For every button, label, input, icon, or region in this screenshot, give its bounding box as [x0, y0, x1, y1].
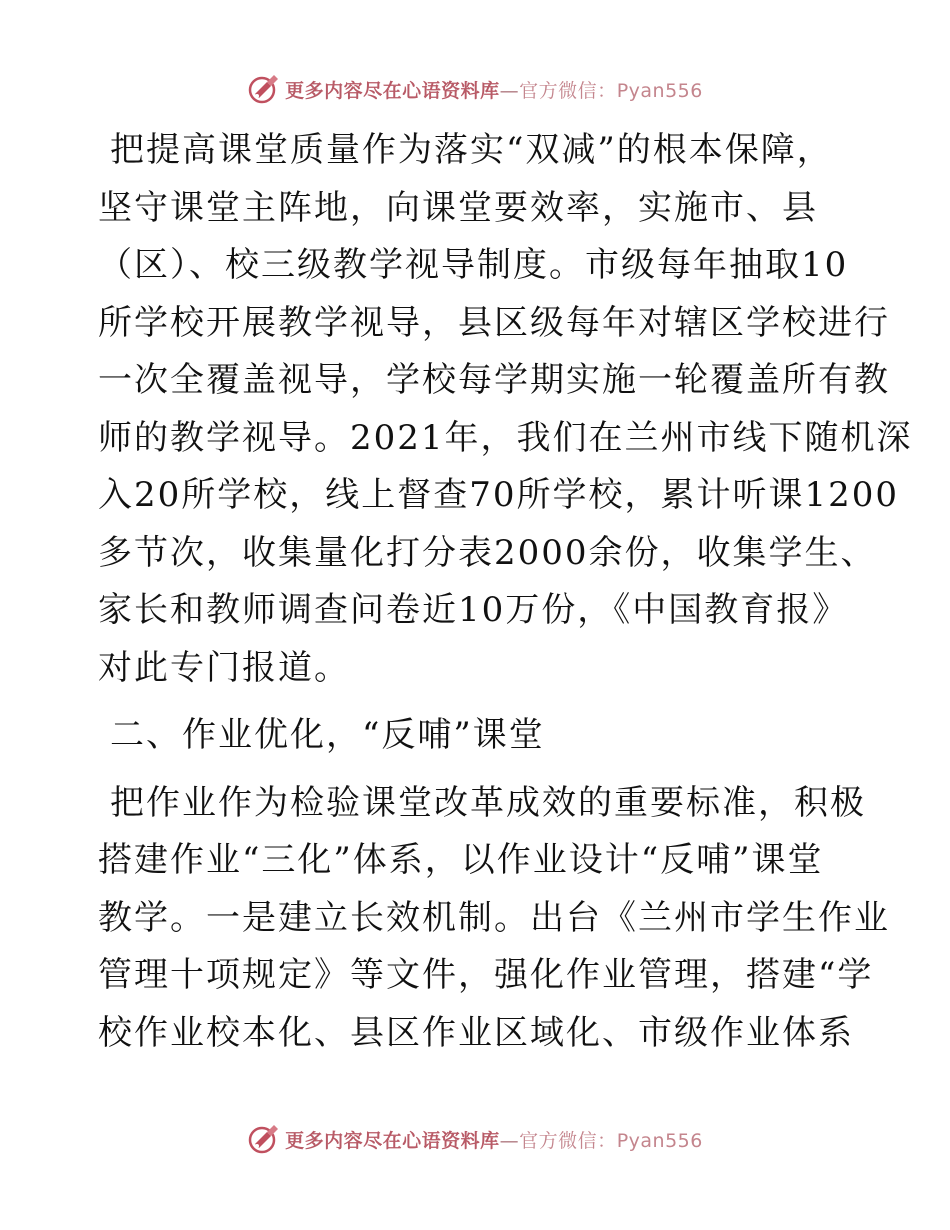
text-line: 一次全覆盖视导，学校每学期实施一轮覆盖所有教: [98, 360, 890, 400]
pen-logo-icon: [247, 72, 281, 106]
text-line: 管理十项规定》等文件，强化作业管理，搭建“学: [98, 955, 874, 995]
watermark-footer: [0, 1122, 950, 1156]
text-line: 把作业作为检验课堂改革成效的重要标准，积极: [110, 782, 866, 823]
watermark-dash: —: [499, 79, 520, 102]
text-line: 多节次，收集量化打分表2000余份，收集学生、: [98, 532, 877, 573]
text-line: 教学。一是建立长效机制。出台《兰州市学生作业: [98, 897, 890, 938]
pen-logo-icon: [247, 1122, 281, 1156]
paragraph-1: [98, 122, 913, 697]
watermark-dash: —: [499, 1129, 520, 1152]
text-line: 校作业校本化、县区作业区域化、市级作业体系: [98, 1012, 854, 1053]
text-line: 搭建作业“三化”体系，以作业设计“反哺”课堂: [98, 840, 824, 880]
text-line: 对此专门报道。: [98, 647, 350, 688]
section-heading: [98, 707, 858, 765]
heading-text: 二、作业优化，“反哺”课堂: [110, 715, 545, 755]
text-line: 家长和教师调查问卷近10万份，《中国教育报》: [98, 590, 849, 630]
text-line: 把提高课堂质量作为落实“双减”的根本保障，: [110, 130, 833, 170]
document-body: [98, 122, 913, 1062]
text-line: 所学校开展教学视导，县区级每年对辖区学校进行: [98, 302, 890, 343]
watermark-wechat-label: 官方微信：: [519, 79, 617, 102]
watermark-main-text: 更多内容尽在心语资料库: [285, 79, 500, 102]
watermark-header: [0, 72, 950, 106]
text-line: 入20所学校，线上督查70所学校，累计听课1200: [98, 475, 900, 515]
text-line: 师的教学视导。2021年，我们在兰州市线下随机深: [98, 417, 913, 458]
text-line: （区）、校三级教学视导制度。市级每年抽取10: [98, 245, 849, 285]
watermark-wechat-handle: Pyan556: [616, 1129, 703, 1152]
watermark-wechat-label: 官方微信：: [519, 1129, 617, 1152]
paragraph-2: [98, 775, 890, 1063]
text-line: 坚守课堂主阵地，向课堂要效率，实施市、县: [98, 187, 818, 228]
watermark-main-text: 更多内容尽在心语资料库: [285, 1129, 500, 1152]
watermark-wechat-handle: Pyan556: [616, 79, 703, 102]
